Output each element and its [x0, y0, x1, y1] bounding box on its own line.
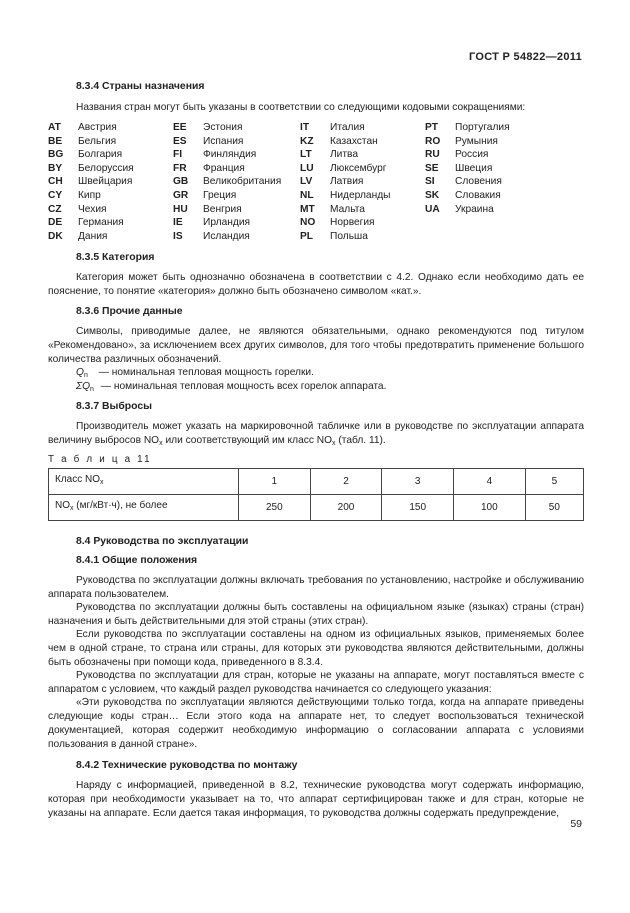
country-entry [425, 189, 510, 203]
country-entry [300, 189, 390, 203]
nox-classes-table [48, 468, 584, 521]
table-row [49, 469, 584, 495]
table-cell: 1 [239, 469, 311, 495]
table-row-label-nox: $NO_x$ (мг/кВт·ч), не более [49, 495, 239, 521]
table-row [49, 495, 584, 521]
country-entry [173, 135, 281, 149]
country-entry [173, 203, 281, 217]
country-entry [300, 135, 390, 149]
country-entry [425, 203, 510, 217]
country-code: IT [300, 122, 310, 133]
country-code: NL [300, 189, 314, 201]
country-name: Болгария [78, 149, 123, 161]
country-code: IS [173, 230, 183, 242]
country-code: UA [425, 203, 440, 215]
symbol-sum-qn-line: $\Sigma Q_n$ — номинальная тепловая мощность всех горелок аппарата. [76, 381, 387, 393]
country-code: GR [173, 189, 189, 201]
country-code: ES [173, 135, 187, 147]
symbol-qn-desc: — номинальная тепловая мощность горелки. [98, 367, 314, 378]
section-8-4-title: 8.4 Руководства по эксплуатации [76, 536, 249, 547]
country-code: LV [300, 176, 313, 188]
country-name: Швейцария [78, 176, 133, 188]
country-entry [48, 148, 134, 162]
country-name: Латвия [330, 176, 364, 188]
country-name: Польша [330, 230, 368, 242]
country-code: AT [48, 122, 61, 133]
country-name: Литва [330, 149, 359, 161]
country-entry [300, 175, 390, 189]
section-8-3-7-text: Производитель может указать на маркировочной табличке или в руководстве по эксплуатации аппарата величину выбросов $NO_x$ или соответствующий им класс $NO_x$ (табл. 11). [48, 421, 584, 447]
table-row-label-class: Класс $NO_x$ [49, 469, 239, 495]
country-entry [300, 148, 390, 162]
country-column-4 [425, 121, 510, 216]
country-entry [173, 230, 281, 244]
country-column-1 [48, 121, 134, 243]
country-name: Россия [455, 149, 489, 161]
country-entry [173, 121, 281, 135]
table-cell: 50 [525, 495, 583, 521]
country-name: Великобритания [203, 176, 282, 188]
country-name: Румыния [455, 135, 498, 147]
table-cell: 150 [382, 495, 454, 521]
country-name: Испания [203, 135, 244, 147]
country-entry [173, 162, 281, 176]
country-code: FI [173, 149, 183, 161]
country-name: Белоруссия [78, 162, 134, 174]
country-entry [48, 230, 134, 244]
country-code: NO [300, 217, 316, 229]
country-code: KZ [300, 135, 314, 147]
document-header: ГОСТ Р 54822—2011 [468, 51, 582, 63]
symbol-sum-qn: ΣQ [76, 381, 91, 392]
country-code: SI [425, 176, 435, 188]
table-cell: 200 [310, 495, 382, 521]
country-code: SE [425, 162, 439, 174]
section-8-3-6-title: 8.3.6 Прочие данные [76, 306, 183, 317]
country-name: Германия [78, 217, 124, 229]
country-code: DE [48, 217, 63, 229]
country-name: Словения [455, 176, 502, 188]
country-name: Кипр [78, 189, 101, 201]
country-name: Австрия [78, 122, 117, 133]
country-name: Финляндия [203, 149, 257, 161]
section-8-3-6-text: Символы, приводимые далее, не являются обязательными, однако рекомендуются под титулом «Рекомендовано», за исключением всех других символов, для того чтобы предотвратить применение большого количества различных обозначений. [48, 326, 584, 365]
country-entry [300, 203, 390, 217]
country-code: DK [48, 230, 63, 242]
country-name: Чехия [78, 203, 107, 215]
table-cell: 100 [454, 495, 526, 521]
country-code: RU [425, 149, 440, 161]
country-code: RO [425, 135, 441, 147]
country-name: Португалия [455, 122, 510, 133]
country-name: Нидерланды [330, 189, 391, 201]
country-entry [425, 121, 510, 135]
table-caption: Т а б л и ц а 11 [48, 454, 152, 465]
country-column-2 [173, 121, 281, 243]
country-name: Украина [455, 203, 494, 215]
country-name: Эстония [203, 122, 243, 133]
country-name: Венгрия [203, 203, 242, 215]
country-code: CY [48, 189, 63, 201]
country-name: Бельгия [78, 135, 117, 147]
table-cell: 2 [310, 469, 382, 495]
country-code: GB [173, 176, 189, 188]
section-8-4-2-title: 8.4.2 Технические руководства по монтажу [76, 760, 298, 771]
country-code: CH [48, 176, 63, 188]
country-entry [48, 203, 134, 217]
country-entry [48, 189, 134, 203]
section-8-4-1-p5: «Эти руководства по эксплуатации являются действующими только тогда, когда на аппарате приведены следующие коды стран… Если этого кода на аппарате нет, то следует воспользоваться технической документацией, которая содержит необходимую информацию о согласовании аппарата с условиями пользования в данной стране». [48, 697, 584, 750]
country-code: MT [300, 203, 315, 215]
symbol-qn: Q [76, 367, 84, 378]
country-name: Словакия [455, 189, 501, 201]
country-code: BE [48, 135, 63, 147]
country-code: CZ [48, 203, 62, 215]
country-code: LU [300, 162, 314, 174]
table-cell: 3 [382, 469, 454, 495]
country-code: BY [48, 162, 63, 174]
country-entry [425, 135, 510, 149]
country-name: Греция [203, 189, 237, 201]
section-8-4-1-p2: Руководства по эксплуатации должны быть составлены на официальном языке (языках) страны (стран) назначения и быть действительными для этой страны (этих стран). [48, 602, 584, 627]
symbol-qn-line: $Q_n$ — номинальная тепловая мощность горелки. [76, 367, 314, 379]
section-8-4-1-p1: Руководства по эксплуатации должны включать требования по установлению, настройке и обслуживанию аппарата пользователем. [48, 575, 584, 600]
page-number: 59 [570, 818, 582, 830]
table-cell: 5 [525, 469, 583, 495]
country-entry [173, 216, 281, 230]
section-8-3-7-title: 8.3.7 Выбросы [76, 401, 153, 412]
country-entry [48, 121, 134, 135]
country-entry [48, 216, 134, 230]
country-code: FR [173, 162, 187, 174]
country-entry [300, 121, 390, 135]
country-codes-list [48, 121, 568, 245]
country-entry [48, 175, 134, 189]
country-code: PT [425, 122, 439, 133]
country-entry [425, 175, 510, 189]
country-name: Швеция [455, 162, 493, 174]
country-code: PL [300, 230, 314, 242]
country-name: Люксембург [330, 162, 387, 174]
country-name: Франция [203, 162, 245, 174]
table-cell: 250 [239, 495, 311, 521]
section-8-4-1-p3: Если руководства по эксплуатации составлены на одном из официальных языков, применяемых более чем в одной стране, то страна или страны, для которых эти руководства являются действительными, должны быть обозначены при помощи кода, приведенного в 8.3.4. [48, 629, 584, 668]
country-name: Мальта [330, 203, 365, 215]
country-code: LT [300, 149, 312, 161]
country-entry [300, 162, 390, 176]
country-entry [173, 189, 281, 203]
country-code: EE [173, 122, 187, 133]
country-entry [425, 148, 510, 162]
section-8-3-5-title: 8.3.5 Категория [76, 252, 155, 263]
country-code: IE [173, 217, 183, 229]
country-name: Дания [78, 230, 108, 242]
country-entry [48, 135, 134, 149]
country-entry [300, 230, 390, 244]
country-code: BG [48, 149, 64, 161]
section-8-4-2-p1: Наряду с информацией, приведенной в 8.2, технические руководства могут содержать информацию, которая при необходимости указывает на то, что аппарат сертифицирован также и для стран, которые не указаны на аппарате. Если дается такая информация, то руководства должны содержать предупреждение, [48, 780, 584, 819]
country-entry [48, 162, 134, 176]
country-entry [173, 148, 281, 162]
country-entry [425, 162, 510, 176]
section-8-3-5-text: Категория может быть однозначно обозначена в соответствии с 4.2. Однако если необходимо дать ее пояснение, то понятие «категория» должно быть обозначено символом «кат.». [48, 272, 584, 297]
country-column-3 [300, 121, 390, 243]
symbol-sum-qn-desc: — номинальная тепловая мощность всех горелок аппарата. [100, 381, 387, 392]
section-8-3-4-intro: Названия стран могут быть указаны в соответствии со следующими кодовыми сокращениями: [76, 102, 526, 113]
country-name: Ирландия [203, 217, 251, 229]
country-code: HU [173, 203, 188, 215]
section-8-4-1-title: 8.4.1 Общие положения [76, 555, 198, 566]
country-name: Казахстан [330, 135, 378, 147]
section-8-4-1-p4: Руководства по эксплуатации для стран, которые не указаны на аппарате, могут поставляться вместе с аппаратом с условием, что каждый раздел руководства начинается со следующего указания: [48, 670, 584, 695]
country-entry [300, 216, 390, 230]
section-8-3-4-title: 8.3.4 Страны назначения [76, 81, 205, 92]
country-name: Италия [330, 122, 365, 133]
country-name: Норвегия [330, 217, 375, 229]
country-code: SK [425, 189, 440, 201]
table-cell: 4 [454, 469, 526, 495]
country-name: Исландия [203, 230, 250, 242]
country-entry [173, 175, 281, 189]
